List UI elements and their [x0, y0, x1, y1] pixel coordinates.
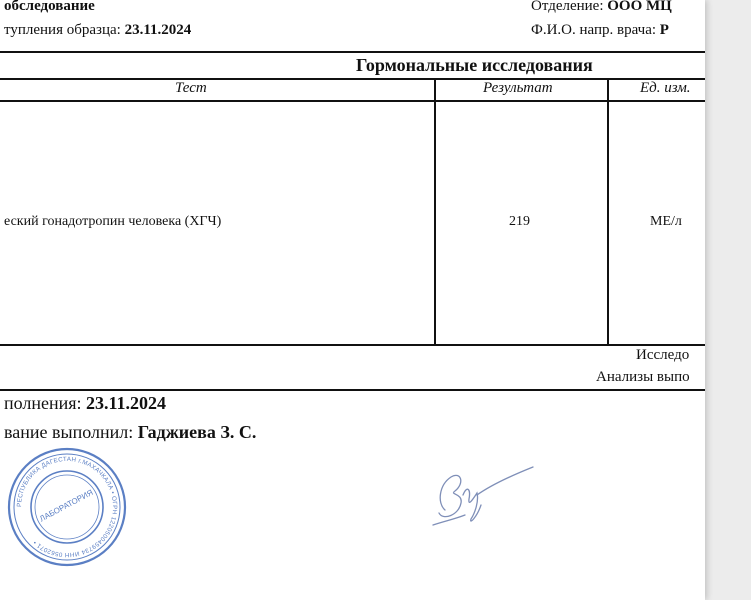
- sample-date-label: тупления образца:: [4, 22, 121, 38]
- column-header-result: Результат: [483, 80, 553, 96]
- sample-date-value: 23.11.2024: [124, 22, 192, 38]
- performer-name: Гаджиева З. С.: [137, 422, 257, 442]
- laboratory-stamp-icon: [6, 446, 128, 568]
- stamp-center-text: ЛАБОРАТОРИЯ: [38, 487, 95, 524]
- footer-rule: [0, 389, 705, 391]
- test-name-cell: еский гонадотропин человека (ХГЧ): [4, 214, 222, 229]
- section-top-rule: [0, 51, 705, 53]
- completion-date-label: полнения:: [4, 393, 82, 413]
- sample-date-row: [4, 22, 191, 39]
- signature-icon: [425, 455, 540, 535]
- column-header-unit: Ед. изм.: [640, 80, 691, 96]
- result-cell: 219: [509, 214, 530, 229]
- performer-row: [4, 422, 256, 443]
- column-separator-2: [607, 78, 609, 345]
- table-header-bottom-rule: [0, 100, 705, 102]
- table-header-top-rule: [0, 78, 705, 80]
- department-value: ООО МЦ: [607, 0, 672, 14]
- section-title: Гормональные исследования: [356, 55, 593, 75]
- performed-label: Анализы выпо: [596, 369, 690, 385]
- unit-cell: МЕ/л: [650, 214, 682, 229]
- report-type-label: обследование: [4, 0, 95, 14]
- column-separator-1: [434, 78, 436, 345]
- completion-date-row: [4, 393, 166, 414]
- department-label: Отделение:: [531, 0, 604, 14]
- stamp-ring-text: РЕСПУБЛИКА ДАГЕСТАН г.МАХАЧКАЛА • ОГРН 1220500459734 ИНН 0562071 •: [15, 455, 119, 559]
- performer-label: вание выполнил:: [4, 422, 134, 442]
- department-row: [531, 0, 672, 15]
- referring-doctor-value: Р: [659, 22, 669, 38]
- table-bottom-rule: [0, 344, 705, 346]
- column-header-test: Тест: [175, 80, 207, 96]
- referring-doctor-row: [531, 22, 669, 39]
- completion-date-value: 23.11.2024: [86, 393, 167, 413]
- researched-label: Исследо: [636, 347, 690, 363]
- referring-doctor-label: Ф.И.О. напр. врача:: [531, 22, 657, 38]
